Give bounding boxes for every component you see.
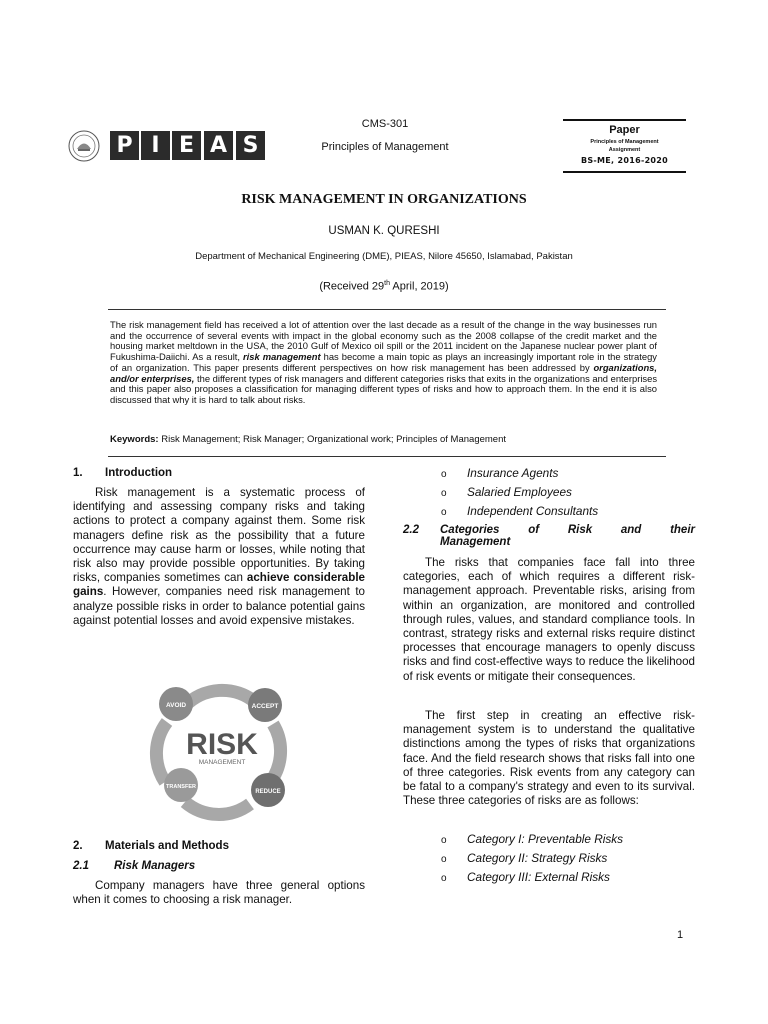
section-2-1-number: 2.1 [73,860,89,872]
cycle-arrow-bottom [185,802,250,814]
keywords-label: Keywords: [110,434,159,445]
logo-letter-s: S [236,131,265,160]
abstract-part2: has become a main topic as plays an increasingly important role in the strategy of an organization. This paper presents different perspectives on how risk management has been addressed by [110,351,657,373]
bullet-mark: o [441,488,447,499]
list-item-text: Category III: External Risks [467,870,610,884]
abstract-part3: the different types of risk managers and different categories risks that exits in the organizations and enterprises and this paper also proposes a classification for managing different types of risks and how to approach them. In the end it is also discussed that why it is hard to talk about risks. [110,372,658,405]
section-2-2-title-1: Categories of Risk and their [440,524,695,536]
pieas-seal-icon [68,130,100,162]
logo-letter-i: I [141,131,170,160]
section-2-2-line1 [403,524,695,536]
label-transfer: TRANSFER [166,784,196,790]
section-2-1-heading [73,860,365,872]
paper-meta: BS-ME, 2016-2020 [580,156,669,165]
section-2-title: Materials and Methods [105,840,229,852]
section-2-2-number: 2.2 [403,524,419,536]
section-2-number: 2. [73,840,83,852]
cycle-arrow-top [185,690,255,706]
risk-center-subtext: MANAGEMENT [198,759,246,766]
label-avoid: AVOID [165,702,187,709]
intro-bold-text: achieve considerable gains [73,571,365,599]
list-item [441,870,691,889]
list-item [441,466,691,485]
list-item [441,851,691,870]
list-item [441,504,691,523]
cycle-arrow-left [156,722,167,782]
bullet-mark: o [441,873,447,884]
paper-label: Paper [609,124,640,136]
affiliation: Department of Mechanical Engineering (DME), PIEAS, Nilore 45650, Islamabad, Pakistan [195,251,573,262]
author-name: USMAN K. QURESHI [328,225,440,237]
abstract-part1: The risk management field has received a lot of attention over the last decade as a result of the change in the way businesses run and the occurrence of several events with impact in the global economy such as the 2008 collapse of the credit market and the housing market meltdown in the USA, the 2010 Gulf of Mexico oil spill or the 2011 incident on the Japanese nuclear power plant of Fukushima-Daiichi. As a result, [110,319,657,363]
bullet-mark: o [441,469,447,480]
section-1-title: Introduction [105,467,173,479]
section-1-heading [73,467,365,479]
label-reduce: REDUCE [255,789,281,795]
paper-subtitle [563,138,686,154]
section-2-2-heading [403,524,695,548]
section-2-1-title: Risk Managers [114,860,196,872]
abstract-bottom-rule [108,456,666,457]
categories-paragraph-2: The first step in creating an effective risk-management system is to understand the qualitative distinctions among the types of risks that organizations face. And the field research shows that risks fall into one of three categories. Risk events from any category can be fatal to a company's strategy and even to its survival. These three categories of risks are as follows: [403,709,695,808]
paper-subtitle-line2: Assignment [608,147,641,153]
list-item-text: Category I: Preventable Risks [467,832,624,846]
risk-categories-list [441,832,691,889]
list-item-text: Insurance Agents [467,466,559,480]
received-sup: th [384,280,390,287]
abstract-emphasis-1: risk management [243,351,321,363]
risk-center-text: RISK [186,728,258,761]
risk-management-cycle-graphic [145,674,295,824]
list-item-text: Category II: Strategy Risks [467,851,608,865]
section-2-heading [73,840,365,852]
risk-manager-types-list [441,466,691,523]
received-date [0,280,768,293]
paper-box-top-rule [563,119,686,121]
bullet-mark: o [441,507,447,518]
section-2-2-title-2: Management [440,536,511,548]
paper-info-box [563,119,686,173]
categories-paragraph-1: The risks that companies face fall into three categories, each of which requires a different risk-management approach. Preventable risks, arising from within an organization, are monitored and controlled through rules, values, and standard compliance tools. In contrast, strategy risks and external risks require distinct processes that encourage managers to openly discuss risks and find cost-effective ways to reduce the likelihood of risk events or mitigate their consequences. [403,556,695,683]
list-item [441,832,691,851]
bullet-mark: o [441,854,447,865]
abstract-emphasis-2: organizations, and/or enterprises, [110,361,657,384]
list-item [441,485,691,504]
course-name: Principles of Management [321,141,449,153]
risk-managers-paragraph: Company managers have three general options when it comes to choosing a risk manager. [73,879,365,907]
abstract-top-rule [108,309,666,310]
received-post: April, 2019) [389,280,449,293]
paper-box-bottom-rule [563,171,686,173]
logo-letter-p: P [110,131,139,160]
paper-subtitle-line1: Principles of Management [590,139,659,145]
intro-text-1: Risk management is a systematic process of identifying and assessing company risks and taking actions to protect a company against them. Some risk managers define risk as the possibility that a future occurrence may cause harm or losses, while noting that risk also may provide possible opportunities. By taking risks, companies sometimes can [73,486,365,585]
page-number: 1 [677,929,684,941]
received-pre: (Received 29 [319,280,385,293]
course-code: CMS-301 [361,118,409,130]
label-accept: ACCEPT [251,703,279,710]
introduction-paragraph [73,486,365,628]
logo-letter-a: A [204,131,233,160]
section-1-number: 1. [73,467,83,479]
abstract [110,320,657,406]
bullet-mark: o [441,835,447,846]
intro-text-2: . However, companies need risk management to analyze possible risks in order to balance potential gains against potential losses and avoid expensive mistakes. [73,585,365,627]
list-item-text: Salaried Employees [467,485,572,499]
logo-letter-e: E [172,131,201,160]
keywords [110,434,657,445]
keywords-text: Risk Management; Risk Manager; Organizational work; Principles of Management [158,434,507,445]
paper-title: RISK MANAGEMENT IN ORGANIZATIONS [241,192,527,207]
list-item-text: Independent Consultants [467,504,599,518]
